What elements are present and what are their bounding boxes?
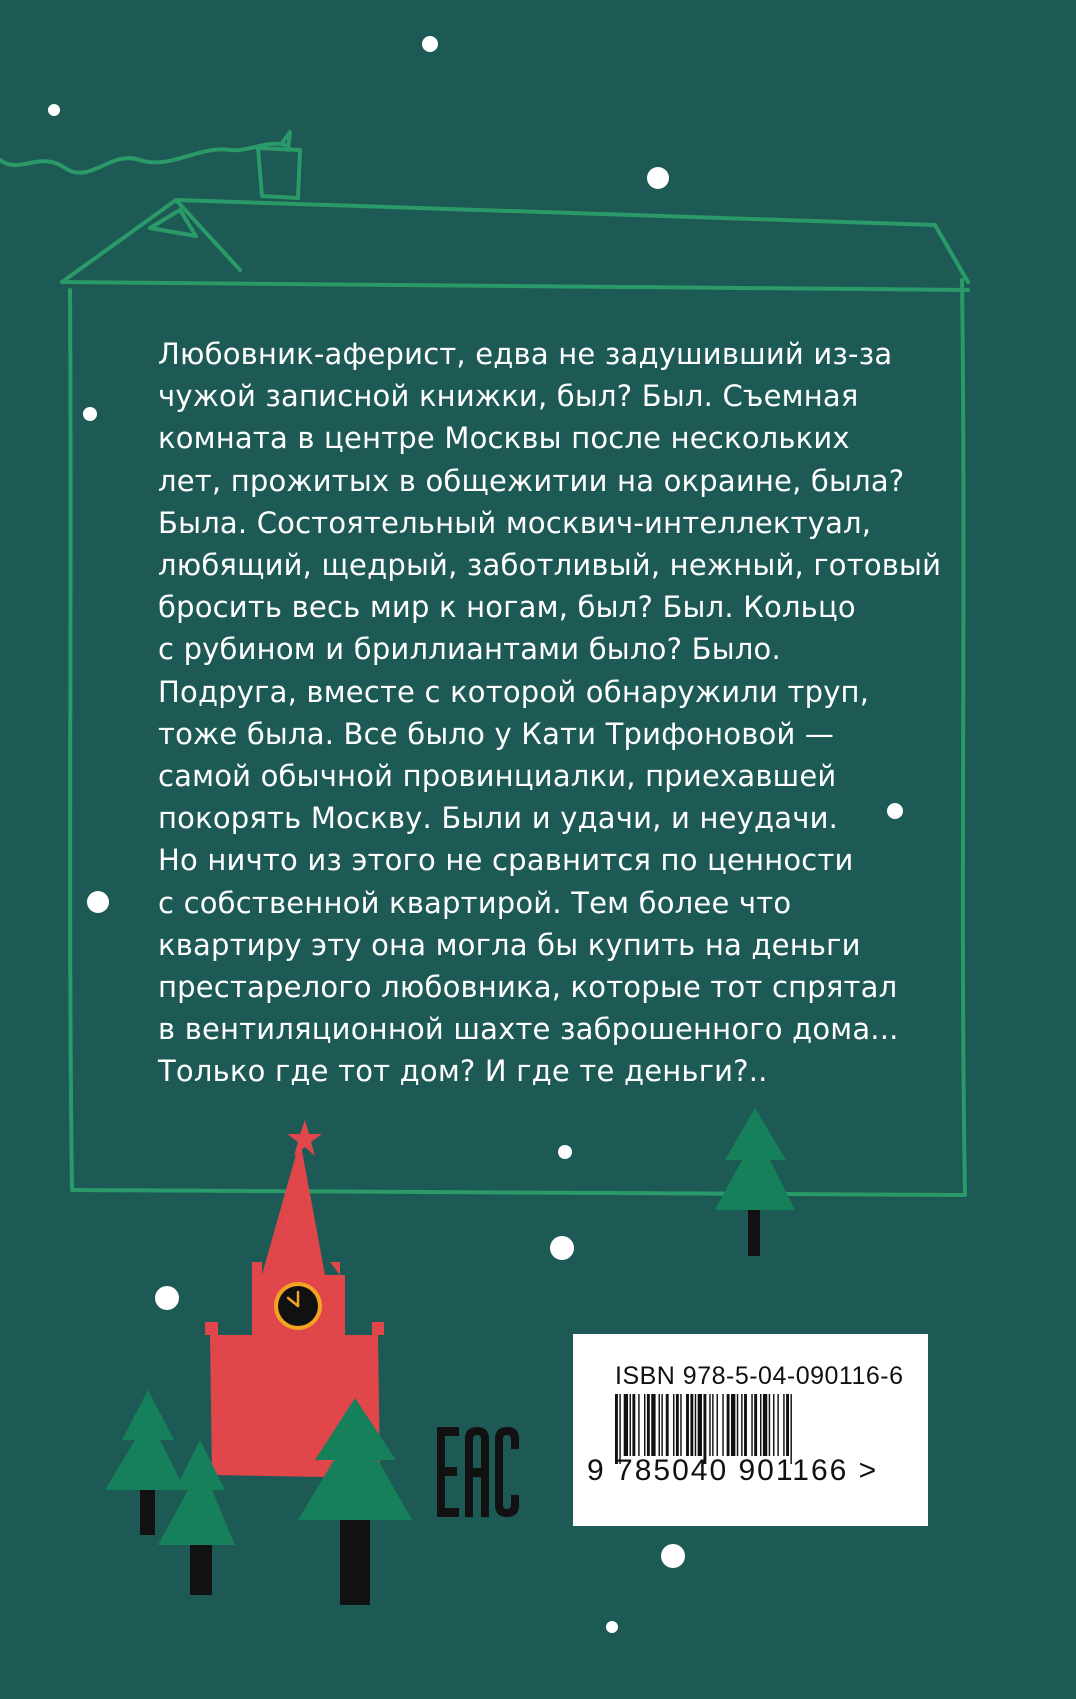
annotation-line: Только где тот дом? И где те деньги?.. bbox=[158, 1054, 768, 1089]
barcode-bar bbox=[717, 1394, 718, 1456]
barcode-bar bbox=[676, 1394, 679, 1456]
star-icon bbox=[287, 1120, 322, 1156]
barcode-bar bbox=[727, 1394, 730, 1456]
barcode-bar bbox=[698, 1394, 702, 1456]
barcode-bar bbox=[744, 1394, 747, 1456]
barcode-bar bbox=[632, 1394, 635, 1456]
annotation-line: бросить весь мир к ногам, был? Был. Кольцо bbox=[158, 590, 856, 625]
barcode-bar bbox=[786, 1394, 789, 1456]
barcode-bar bbox=[690, 1394, 693, 1456]
barcode-bar bbox=[783, 1394, 784, 1456]
annotation-line: тоже была. Все было у Кати Трифоновой — bbox=[158, 716, 835, 751]
barcode-bar bbox=[760, 1394, 761, 1456]
annotation-line: Подруга, вместе с которой обнаружили труп, bbox=[158, 674, 870, 709]
annotation-line: квартиру эту она могла бы купить на деньги bbox=[158, 927, 861, 962]
annotation-line: чужой записной книжки, был? Был. Съемная bbox=[158, 379, 859, 414]
clock-icon bbox=[274, 1282, 322, 1330]
eac-mark-icon bbox=[437, 1427, 523, 1521]
barcode-bar bbox=[754, 1394, 757, 1456]
annotation-line: в вентиляционной шахте заброшенного дома... bbox=[158, 1012, 899, 1047]
barcode-bar bbox=[673, 1394, 674, 1456]
annotation-line: лет, прожитых в общежитии на окраине, была? bbox=[158, 463, 905, 498]
fir-tree-icon bbox=[715, 1108, 795, 1256]
fir-tree-icon bbox=[105, 1390, 185, 1535]
annotation-line: с рубином и бриллиантами было? Было. bbox=[158, 632, 781, 667]
barcode-bar bbox=[680, 1394, 681, 1456]
barcode-bar bbox=[686, 1394, 689, 1456]
barcode-digits: 9 785040 901166 > bbox=[587, 1454, 879, 1487]
barcode-bar bbox=[651, 1394, 655, 1456]
barcode-bar bbox=[644, 1394, 645, 1456]
barcode-bar bbox=[630, 1394, 631, 1456]
barcode-bar bbox=[661, 1394, 662, 1456]
eac-logo bbox=[437, 1427, 523, 1517]
barcode-bar bbox=[769, 1394, 770, 1456]
annotation-line: самой обычной провинциалки, приехавшей bbox=[158, 759, 837, 794]
barcode-bar bbox=[712, 1394, 713, 1456]
barcode-bar bbox=[777, 1394, 778, 1456]
barcode-bar bbox=[709, 1394, 710, 1456]
barcode-bar bbox=[624, 1394, 628, 1456]
annotation-line: Но ничто из этого не сравнится по ценности bbox=[158, 843, 854, 878]
annotation-line: с собственной квартирой. Тем более что bbox=[158, 885, 792, 920]
barcode-bar bbox=[763, 1394, 767, 1456]
annotation-line: комната в центре Москвы после нескольких bbox=[158, 421, 850, 456]
barcode-bar bbox=[773, 1394, 774, 1456]
barcode-bar bbox=[666, 1394, 669, 1456]
annotation-line: любящий, щедрый, заботливый, нежный, готовый bbox=[158, 548, 942, 583]
barcode-bar bbox=[751, 1394, 752, 1456]
barcode-bar bbox=[659, 1394, 660, 1456]
annotation-line: престарелого любовника, которые тот спрятал bbox=[158, 970, 898, 1005]
barcode-bar bbox=[695, 1394, 696, 1456]
isbn-barcode-label bbox=[573, 1334, 928, 1526]
annotation-line: покорять Москву. Были и удачи, и неудачи. bbox=[158, 801, 839, 836]
barcode-bar bbox=[741, 1394, 742, 1456]
barcode-bar bbox=[737, 1394, 738, 1456]
barcode-bar bbox=[638, 1394, 639, 1456]
barcode-bar bbox=[722, 1394, 723, 1456]
barcode-bar bbox=[731, 1394, 735, 1456]
annotation-text bbox=[158, 333, 942, 1093]
isbn-number: ISBN 978-5-04-090116-6 bbox=[615, 1362, 904, 1390]
annotation-line: Была. Состоятельный москвич-интеллектуал, bbox=[158, 505, 872, 540]
annotation-line: Любовник-аферист, едва не задушивший из-за bbox=[158, 337, 893, 371]
barcode-bar bbox=[647, 1394, 650, 1456]
